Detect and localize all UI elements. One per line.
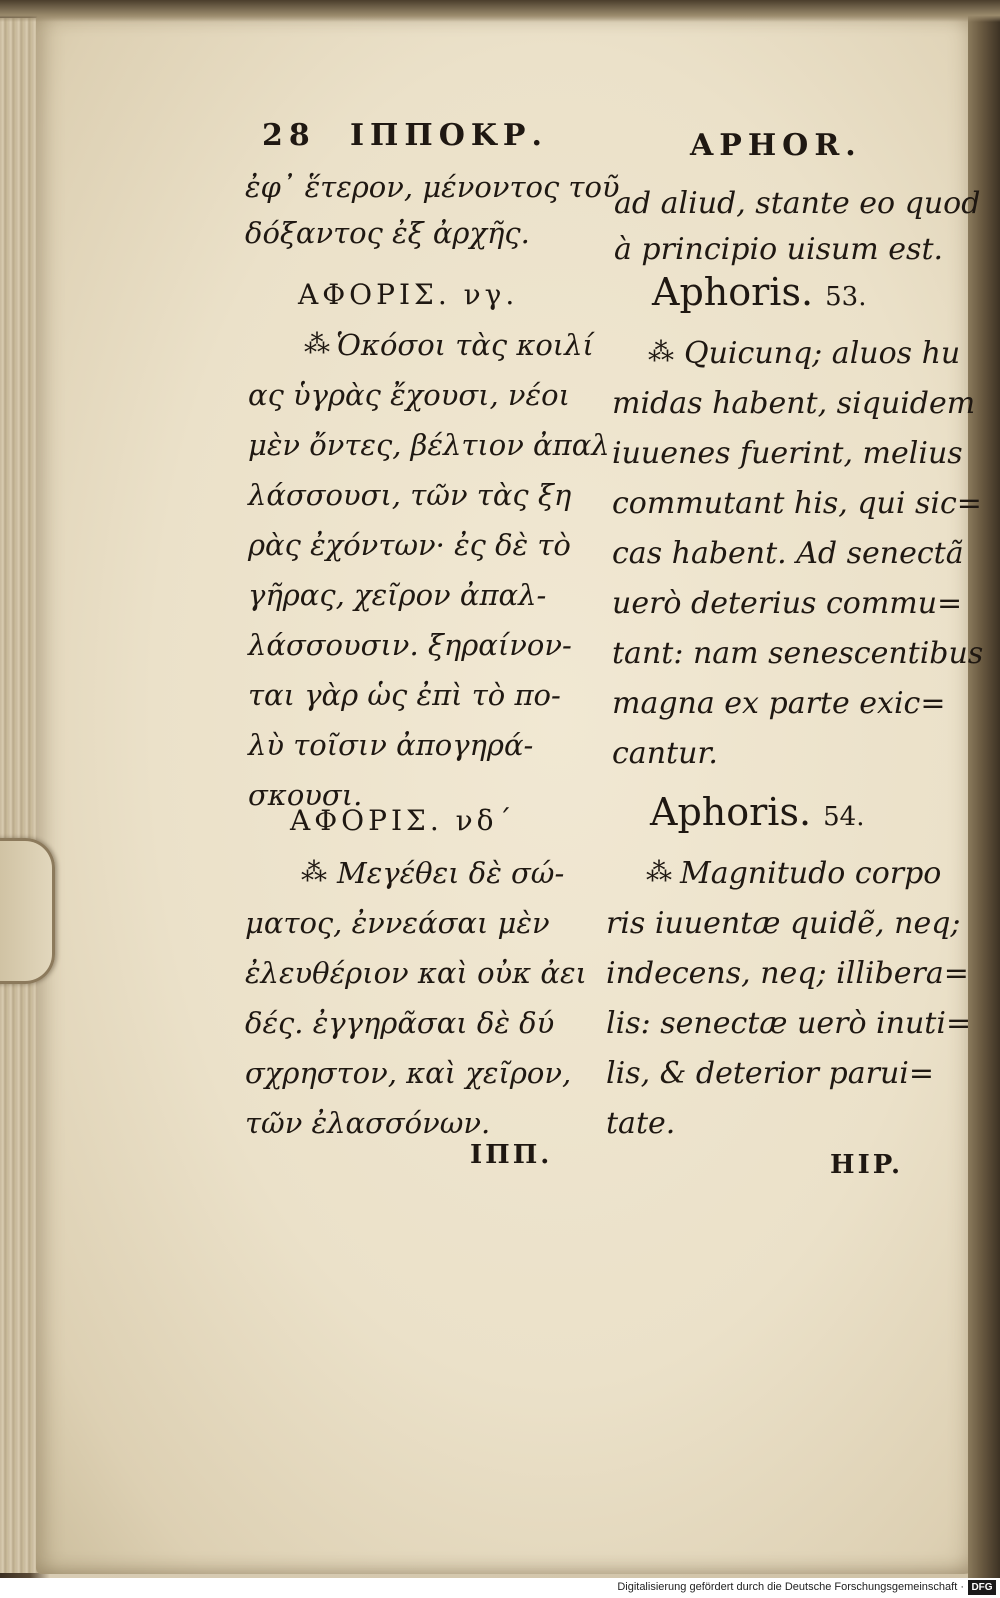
running-head-left: ΙΠΠΟΚΡ. — [350, 118, 548, 153]
greek-line: σχρηστον, καὶ χεῖρον, — [245, 1056, 572, 1090]
latin-line: uerò deterius commu= — [612, 586, 963, 621]
greek-line: Ὁκόσοι τὰς κοιλί — [336, 328, 594, 362]
dfg-logo-icon: DFG — [968, 1580, 996, 1595]
latin-line: commutant his, qui sic= — [612, 486, 982, 521]
digitization-footer — [0, 1578, 1000, 1598]
greek-line: λάσσουσιν. ξηραίνον- — [248, 628, 572, 662]
greek-line: τῶν ἐλασσόνων. — [245, 1106, 491, 1140]
running-head-right: APHOR. — [690, 128, 862, 163]
book-right-edge — [968, 0, 1000, 1578]
latin-heading-number: 54. — [823, 802, 865, 832]
greek-line: ρὰς ἐχόντων· ἐς δὲ τὸ — [248, 528, 571, 562]
latin-line: tate. — [606, 1106, 676, 1141]
ornament-icon: ⁂ — [304, 330, 330, 360]
greek-line: λὺ τοῖσιν ἀπογηρά- — [248, 728, 534, 762]
book-top-edge — [0, 0, 1000, 22]
latin-line: iuuenes fuerint, melius — [612, 436, 963, 471]
greek-line: γῆρας, χεῖρον ἀπαλ- — [248, 578, 547, 612]
greek-line: σκουσι. — [248, 778, 363, 812]
ornament-icon: ⁂ — [646, 858, 672, 888]
greek-aphorism-53-heading: ΑΦΟΡΙΣ. νγ. — [298, 278, 519, 311]
latin-heading-label: Aphoris. — [652, 270, 814, 314]
latin-line: lis, & deterior parui= — [606, 1056, 935, 1091]
latin-heading-label: Aphoris. — [650, 790, 812, 834]
latin-line: tant: nam senescentibus — [612, 636, 984, 671]
latin-line: à principio uisum est. — [614, 232, 944, 267]
greek-line: λάσσουσι, τῶν τὰς ξη — [248, 478, 572, 512]
page-number: 28 — [262, 118, 316, 153]
latin-line: cantur. — [612, 736, 718, 771]
latin-catchword: HIP. — [830, 1150, 904, 1180]
latin-line: magna ex parte exic= — [612, 686, 946, 721]
latin-heading-number: 53. — [825, 282, 867, 312]
greek-line: ἐφ᾽ ἕτερον, μένοντος τοῦ — [245, 170, 620, 204]
latin-line: lis: senectæ uerò inuti= — [606, 1006, 972, 1041]
greek-line: ται γὰρ ὡς ἐπὶ τὸ πο- — [248, 678, 561, 712]
greek-line: μὲν ὄντες, βέλτιον ἀπαλ — [248, 428, 610, 462]
greek-line: ἐλευθέριον καὶ οὐκ ἀει — [245, 956, 587, 990]
greek-catchword: ΙΠΠ. — [470, 1140, 553, 1170]
latin-aphorism-54-heading — [650, 790, 864, 834]
greek-line: ματος, ἐννεάσαι μὲν — [245, 906, 550, 940]
greek-aphorism-54-heading: ΑΦΟΡΙΣ. νδ´ — [290, 804, 516, 837]
ornament-icon: ⁂ — [301, 858, 327, 888]
latin-line: Magnitudo corpo — [680, 856, 942, 891]
latin-line: ad aliud, stante eo quod — [614, 186, 981, 221]
greek-line: δές. ἐγγηρᾶσαι δὲ δύ — [245, 1006, 555, 1040]
footer-credit: Digitalisierung gefördert durch die Deutsche Forschungsgemeinschaft · — [617, 1581, 964, 1593]
latin-line: indecens, neq; illibera= — [606, 956, 969, 991]
latin-line: ris iuuentæ quidẽ, neq; — [606, 906, 961, 941]
latin-line: cas habent. Ad senectã — [612, 536, 964, 571]
clasp-tab — [0, 838, 55, 984]
greek-line: ας ὑγρὰς ἔχουσι, νέοι — [248, 378, 570, 412]
ornament-icon: ⁂ — [648, 338, 674, 368]
latin-line: midas habent, siquidem — [612, 386, 976, 421]
latin-line: Quicunq; aluos hu — [684, 336, 961, 371]
greek-line: Μεγέθει δὲ σώ- — [337, 856, 565, 890]
latin-aphorism-53-heading — [652, 270, 866, 314]
greek-line: δόξαντος ἐξ ἀρχῆς. — [245, 216, 530, 250]
